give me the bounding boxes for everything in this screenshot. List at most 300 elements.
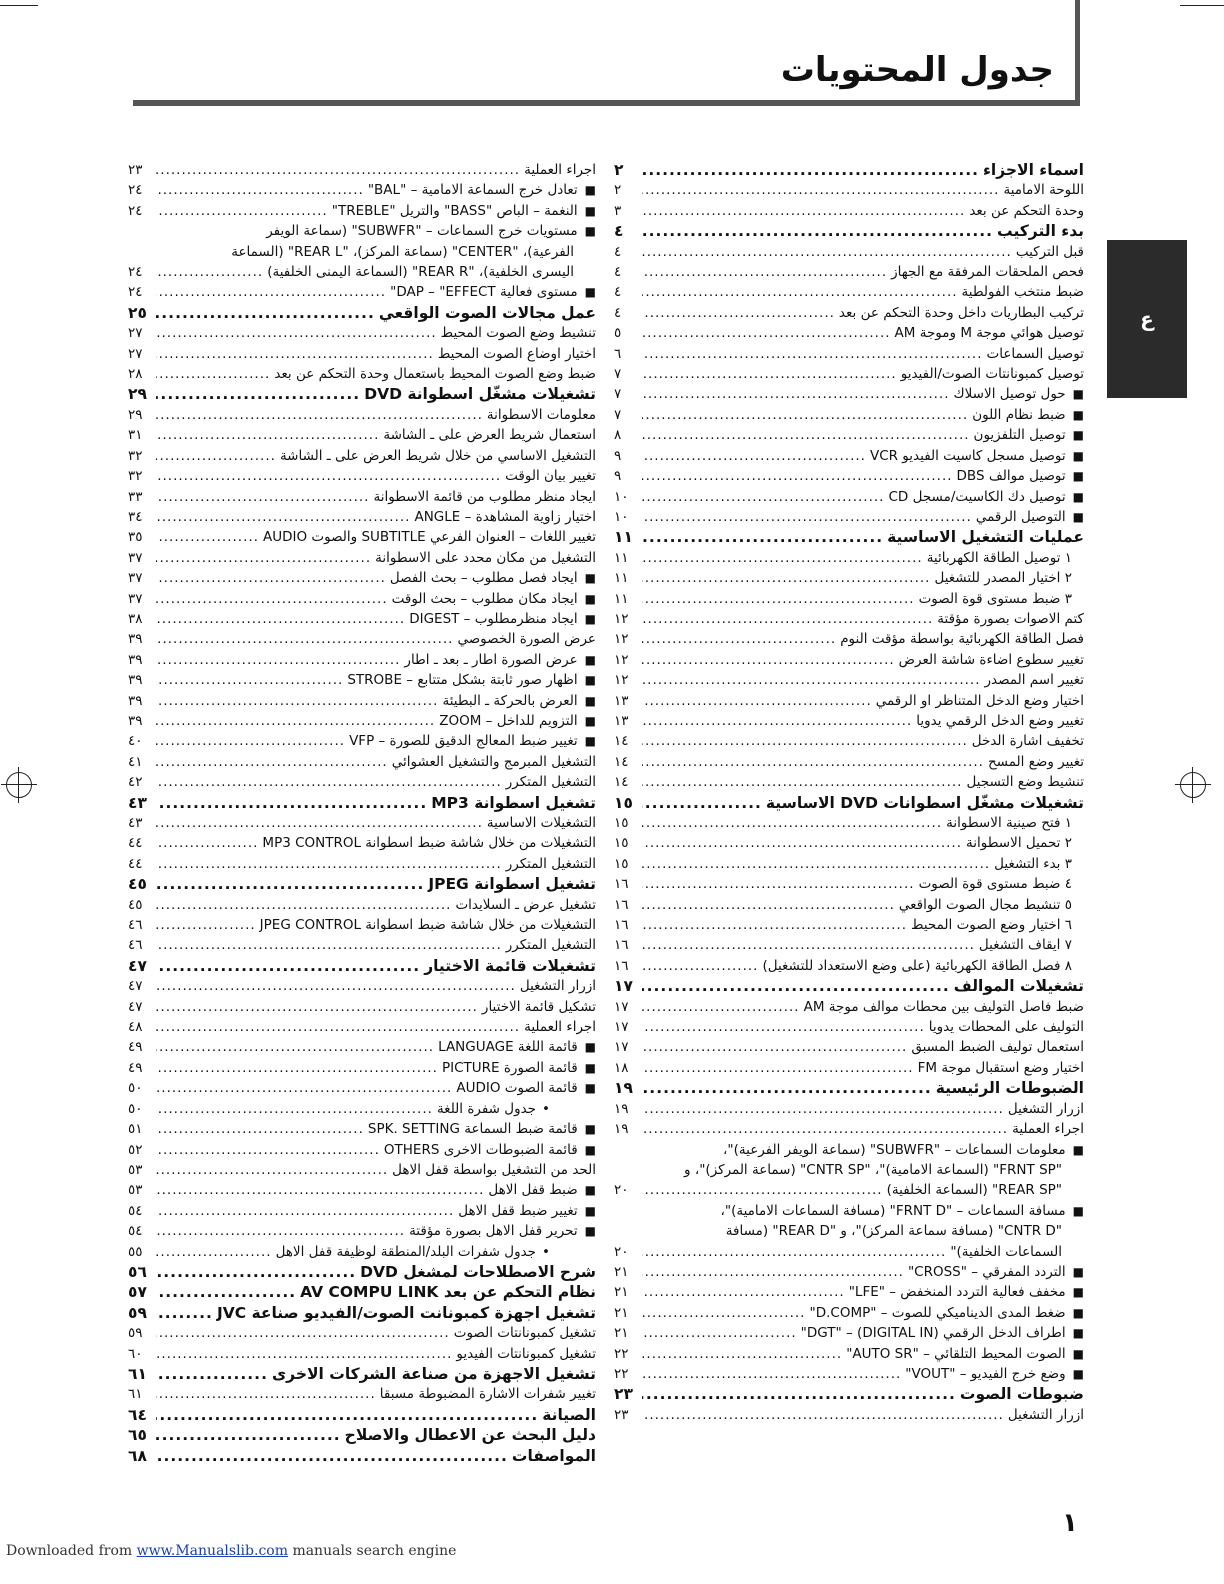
toc-entry-page: ١١ [614, 549, 629, 566]
toc-entry-title: التشغيلات الاساسية [486, 815, 596, 831]
dot-leader [642, 1405, 1004, 1425]
toc-entry [128, 589, 596, 609]
toc-entry-title: تشغيلات مشغّل اسطوانة DVD [364, 385, 596, 404]
dot-leader [642, 1099, 1004, 1119]
toc-entry-page: ٥٤ [128, 1223, 143, 1240]
toc-entry-title: عرض الصورة الخصوصي [457, 631, 596, 648]
toc-entry [614, 323, 1084, 343]
toc-entry-title: ■ ضبط قفل الاهل [488, 1180, 596, 1200]
toc-entry-page: ١٦ [614, 917, 629, 934]
toc-entry-page: ١٧ [614, 977, 633, 996]
dot-leader [642, 997, 800, 1017]
toc-entry-title: "CNTR D" (مسافة سماعة المركز)"، و "REAR D" (مسافة [725, 1223, 1062, 1240]
toc-entry-title: وحدة التحكم عن بعد [969, 202, 1084, 219]
page-number: ١ [1062, 1508, 1078, 1538]
toc-entry-title: تشغيل اسطوانة JPEG [428, 875, 596, 894]
dot-leader [642, 956, 758, 976]
dot-leader [156, 670, 343, 690]
toc-entry-page: ٣٣ [128, 488, 143, 505]
dot-leader [156, 507, 410, 527]
toc-entry [128, 323, 596, 343]
toc-left-column [128, 160, 596, 1466]
toc-entry-title: ■ حول توصيل الاسلاك [954, 384, 1085, 404]
toc-entry [128, 854, 596, 874]
toc-entry-title: ■ قائمة الصوت AUDIO [456, 1078, 596, 1098]
toc-entry-title: ■ قائمة ضبط السماعة SPK. SETTING [368, 1119, 596, 1139]
toc-entry-title: ■ مستويات خرج السماعات – "SUBWFR" (سماعة الويفر [266, 221, 596, 241]
toc-entry-title: ■ تعادل خرج السماعة الامامية – "BAL" [368, 180, 596, 200]
toc-entry-page: ٥١ [128, 1121, 143, 1138]
dot-leader [642, 874, 915, 894]
toc-entry-title: شرح الاصطلاحات لمشغل DVD [360, 1262, 596, 1281]
toc-entry-title: فصل الطاقة الكهربائية بواسطة مؤقت النوم [840, 631, 1084, 648]
dot-leader [156, 609, 405, 629]
toc-entry-page: ٢٧ [128, 325, 143, 342]
dot-leader [156, 1384, 376, 1404]
toc-entry-page: ٢٣ [128, 162, 143, 178]
toc-entry [128, 935, 596, 955]
toc-entry-title: ■ ايجاد مكان مطلوب – بحث الوقت [392, 589, 596, 609]
toc-section-heading [128, 1425, 596, 1445]
toc-entry-page: ٢٥ [128, 303, 147, 322]
crop-mark [1180, 5, 1224, 6]
dot-leader [642, 201, 965, 221]
toc-entry-title: ٨ فصل الطاقة الكهربائية (على وضع الاستعداد للتشغيل) [762, 957, 1072, 974]
toc-entry-page: ٢٤ [128, 202, 143, 219]
toc-entry-title: ■ النغمة – الباص "BASS" والتريل "TREBLE" [332, 201, 596, 221]
toc-entry [128, 752, 596, 772]
dot-leader [156, 997, 478, 1017]
dot-leader [642, 364, 897, 384]
toc-entry-page: ٧ [614, 386, 622, 403]
toc-entry-page: ٣٢ [128, 447, 143, 464]
toc-entry-title: تشغيلات الموالف [953, 977, 1084, 996]
toc-entry-title: ■ تغيير ضبط قفل الاهل [458, 1201, 596, 1221]
toc-section-heading [128, 1282, 596, 1302]
toc-entry-page: ٤٥ [128, 875, 147, 894]
toc-entry-title: اختيار وضع استقبال موجة FM [917, 1059, 1084, 1076]
toc-entry [128, 711, 596, 731]
dot-leader [642, 629, 836, 649]
dot-leader [156, 1140, 380, 1160]
toc-entry-page: ٣٩ [128, 712, 143, 729]
toc-entry [128, 1017, 596, 1037]
dot-leader [156, 915, 256, 935]
toc-entry [128, 609, 596, 629]
toc-entry [614, 1099, 1084, 1119]
toc-entry-page: ٤ [614, 243, 622, 260]
toc-entry [128, 201, 596, 221]
toc-entry-title: التشغيل من مكان محدد على الاسطوانة [375, 549, 596, 566]
toc-entry-title: الصيانة [542, 1405, 596, 1424]
dot-leader [156, 813, 483, 833]
dot-leader [642, 711, 912, 731]
dot-leader [156, 1282, 296, 1302]
toc-entry-page: ٨ [614, 427, 622, 444]
toc-entry-title: ٤ ضبط مستوى قوة الصوت [918, 876, 1072, 893]
toc-entry [614, 1140, 1084, 1160]
dot-leader [156, 1037, 434, 1057]
toc-entry-page: ٢٣ [614, 1385, 633, 1404]
dot-leader [156, 323, 437, 343]
toc-entry-title: ■ مخفف فعالية التردد المنخفض – "LFE" [849, 1282, 1084, 1302]
toc-entry-title: ١ فتح صينية الاسطوانة [946, 815, 1072, 831]
toc-section-heading [614, 160, 1084, 180]
dot-leader [642, 813, 942, 833]
dot-leader [642, 915, 907, 935]
toc-entry-page: ١٤ [614, 774, 629, 791]
dot-leader [156, 466, 501, 486]
toc-entry-page: ٣٨ [128, 610, 143, 627]
toc-entry-title: التشغيلات من خلال شاشة ضبط اسطوانة JPEG CONTROL [259, 917, 596, 934]
dot-leader [642, 405, 968, 425]
toc-entry [128, 629, 596, 649]
toc-entry [614, 1037, 1084, 1057]
toc-entry-page: ٣٥ [128, 529, 143, 546]
toc-entry [614, 650, 1084, 670]
toc-entry [614, 1405, 1084, 1425]
toc-entry-title: ضبط فاصل التوليف بين محطات موالف موجة AM [803, 998, 1084, 1015]
dot-leader [156, 384, 360, 404]
toc-entry [614, 507, 1084, 527]
toc-entry-page: ١٠ [614, 488, 629, 505]
toc-entry-title: فحص الملحقات المرفقة مع الجهاز [891, 264, 1084, 281]
toc-entry-title: ■ ايجاد فصل مطلوب – بحث الفصل [390, 568, 596, 588]
toc-entry [614, 956, 1084, 976]
dot-leader [156, 160, 520, 180]
toc-entry-title: اسماء الاجزاء [983, 161, 1084, 179]
toc-entry-page: ٢٩ [128, 406, 143, 423]
dot-leader [156, 180, 364, 200]
title-side-rule [1075, 0, 1080, 106]
toc-entry-title: نظام التحكم عن بعد AV COMPU LINK [300, 1283, 596, 1302]
toc-entry [614, 1160, 1084, 1180]
toc-entry-title: ■ التردد المفرقي – "CROSS" [908, 1262, 1084, 1282]
toc-entry-title: ■ ايجاد منظرمطلوب – DIGEST [409, 609, 596, 629]
dot-leader [156, 527, 259, 547]
dot-leader [156, 201, 328, 221]
toc-entry [128, 1119, 596, 1139]
toc-section-heading [128, 874, 596, 894]
toc-entry-title: ازرار التشغيل [519, 978, 596, 995]
dot-leader [156, 1119, 364, 1139]
toc-entry [128, 425, 596, 445]
toc-entry-page: ٢٢ [614, 1345, 629, 1362]
toc-entry [614, 446, 1084, 466]
dot-leader [156, 711, 435, 731]
toc-entry [614, 262, 1084, 282]
dot-leader [642, 466, 953, 486]
toc-entry-title: كتم الاصوات بصورة مؤقتة [937, 610, 1084, 627]
registration-mark-icon [1180, 772, 1206, 798]
dot-leader [642, 344, 983, 364]
toc-entry-page: ٦١ [128, 1364, 147, 1383]
toc-entry [128, 1242, 596, 1262]
toc-entry-page: ٢٤ [128, 182, 143, 199]
toc-entry [128, 1160, 596, 1180]
toc-entry-title: ■ قائمة الصورة PICTURE [442, 1058, 596, 1078]
toc-entry-title: اللوحة الامامية [1003, 182, 1084, 199]
dot-leader [156, 956, 420, 976]
dot-leader [156, 1160, 388, 1180]
dot-leader [156, 344, 434, 364]
toc-entry-title: تغيير سطوع اضاءة شاشة العرض [898, 651, 1084, 668]
toc-entry-page: ١٢ [614, 631, 629, 648]
toc-entry-title: تشغيل الاجهزة من صناعة الشركات الاخرى [271, 1364, 596, 1383]
toc-entry-page: ٤٧ [128, 956, 147, 975]
dot-leader [156, 895, 451, 915]
toc-entry-page: ١٦ [614, 896, 629, 913]
dot-leader [642, 282, 958, 302]
toc-entry-page: ٢١ [614, 1263, 629, 1280]
toc-entry-page: ٦٤ [128, 1405, 147, 1424]
toc-entry [614, 201, 1084, 221]
toc-entry [614, 487, 1084, 507]
toc-entry-title: ■ توصيل دك الكاسيت/مسجل CD [888, 487, 1084, 507]
toc-entry [614, 548, 1084, 568]
toc-section-heading [614, 793, 1084, 813]
toc-entry-page: ١٣ [614, 692, 629, 709]
toc-entry-title: ■ الصوت المحيط التلقائي – "AUTO SR" [846, 1344, 1084, 1364]
dot-leader [642, 833, 962, 853]
toc-entry [128, 895, 596, 915]
dot-leader [642, 1344, 842, 1364]
dot-leader [642, 793, 762, 813]
toc-entry [128, 446, 596, 466]
toc-entry-page: ١٦ [614, 957, 629, 974]
toc-entry-title: ■ توصيل التلفزيون [974, 425, 1084, 445]
toc-entry-title: اجراء العملية [524, 162, 596, 178]
toc-entry-title: تنشيط وضع التسجيل [966, 774, 1084, 791]
toc-entry-page: ٣٧ [128, 570, 143, 587]
toc-entry [128, 1323, 596, 1343]
toc-entry-title: "REAR SP" (السماعة الخلفية) [886, 1182, 1062, 1199]
dot-leader [642, 160, 979, 180]
toc-entry-title: تغيير بيان الوقت [505, 468, 596, 485]
toc-entry [128, 1384, 596, 1404]
dot-leader [642, 1037, 907, 1057]
dot-leader [156, 1405, 538, 1425]
toc-entry [128, 976, 596, 996]
toc-entry-page: ٣ [614, 202, 622, 219]
toc-entry [128, 221, 596, 241]
toc-entry-page: ١٥ [614, 855, 629, 872]
toc-section-heading [614, 527, 1084, 547]
toc-entry-page: ٢٣ [614, 1406, 629, 1423]
dot-leader [642, 303, 835, 323]
toc-entry-title: اختيار زاوية المشاهدة – ANGLE [414, 508, 596, 525]
toc-entry-title: ايجاد منظر مطلوب من قائمة الاسطوانة [373, 488, 596, 505]
dot-leader [642, 1323, 797, 1343]
toc-entry-title: اجراء العملية [524, 1019, 596, 1036]
toc-entry-title: ■ تغيير ضبط المعالج الدقيق للصورة – VFP [349, 731, 596, 751]
toc-entry-page: ٣٩ [128, 692, 143, 709]
toc-entry-page: ٣٧ [128, 549, 143, 566]
toc-entry [128, 282, 596, 302]
dot-leader [156, 364, 270, 384]
toc-entry [614, 895, 1084, 915]
toc-entry-title: ٣ ضبط مستوى قوة الصوت [918, 590, 1072, 607]
toc-entry-page: ١٧ [614, 1039, 629, 1056]
toc-entry-page: ٥٣ [128, 1161, 143, 1178]
toc-section-heading [128, 1446, 596, 1466]
dot-leader [642, 1180, 883, 1200]
toc-entry-title: عمل مجالات الصوت الواقعي [378, 303, 596, 322]
dot-leader [156, 854, 502, 874]
footer-prefix: Downloaded from [6, 1543, 133, 1559]
toc-entry-page: ٤٢ [128, 774, 143, 791]
toc-entry-title: التشغيل الاساسي من خلال شريط العرض على ـ الشاشة [279, 447, 596, 464]
toc-entry [614, 344, 1084, 364]
toc-entry-page: ٣٧ [128, 590, 143, 607]
dot-leader [156, 833, 258, 853]
dot-leader [156, 1221, 405, 1241]
toc-entry-page: ٦٠ [128, 1345, 143, 1362]
toc-entry [614, 1344, 1084, 1364]
toc-entry-page: ٤٩ [128, 1039, 143, 1056]
toc-entry-page: ٥٧ [128, 1283, 147, 1302]
toc-entry-title: ضبوطات الصوت [959, 1385, 1084, 1404]
toc-entry-title: ■ قائمة الضبوطات الاخرى OTHERS [384, 1140, 596, 1160]
toc-entry [128, 1344, 596, 1364]
toc-entry-title: ■ مسافة السماعات – "FRNT D" (مسافة السماعات الامامية)"، [721, 1201, 1084, 1221]
dot-leader [642, 854, 990, 874]
toc-entry-title: ازرار التشغيل [1007, 1100, 1084, 1117]
toc-entry-page: ١٧ [614, 1019, 629, 1036]
registration-mark-icon [6, 772, 32, 798]
dot-leader [642, 1119, 1008, 1139]
dot-leader [642, 221, 993, 241]
toc-entry-title: تركيب البطاريات داخل وحدة التحكم عن بعد [838, 304, 1084, 321]
dot-leader [642, 895, 895, 915]
toc-entry-page: ٥٥ [128, 1243, 143, 1260]
footer-link[interactable]: www.Manualslib.com [136, 1543, 288, 1559]
toc-entry-title: اختيار اوضاع الصوت المحيط [437, 345, 596, 362]
toc-entry [614, 425, 1084, 445]
toc-entry-title: ■ توصيل مسجل كاسيت الفيديو VCR [870, 446, 1084, 466]
toc-entry-page: ٤٣ [128, 793, 147, 812]
dot-leader [642, 1017, 925, 1037]
dot-leader [156, 1099, 433, 1119]
crop-mark [0, 5, 38, 6]
toc-entry-title: توصيل السماعات [986, 345, 1084, 362]
toc-entry-page: ١١ [614, 570, 629, 587]
toc-entry-page: ١٥ [614, 793, 633, 812]
toc-entry-page: ٢٠ [614, 1243, 629, 1260]
toc-entry [128, 568, 596, 588]
toc-entry-title: الضبوطات الرئيسية [935, 1079, 1084, 1098]
toc-entry-page: ١٠ [614, 508, 629, 525]
toc-entry-page: ٢١ [614, 1304, 629, 1321]
dot-leader [156, 487, 369, 507]
toc-entry [128, 1201, 596, 1221]
toc-entry-page: ١٢ [614, 672, 629, 689]
dot-leader [642, 731, 968, 751]
toc-entry [614, 711, 1084, 731]
toc-entry-title: تشغيلات قائمة الاختيار [424, 956, 596, 975]
page-title: جدول المحتويات [780, 50, 1054, 90]
toc-entry-title: عمليات التشغيل الاساسية [887, 528, 1084, 547]
toc-entry [614, 364, 1084, 384]
toc-entry-title: ■ العرض بالحركة ـ البطيئة [442, 691, 596, 711]
toc-entry-title: ٢ اختيار المصدر للتشغيل [934, 570, 1072, 587]
toc-entry-title: اليسرى الخلفية)، "REAR R" (السماعة اليمنى الخلفية) [267, 264, 574, 281]
dot-leader [156, 1078, 452, 1098]
toc-entry-title: معلومات الاسطوانة [486, 406, 596, 423]
toc-entry [614, 1282, 1084, 1302]
toc-section-heading [128, 956, 596, 976]
toc-entry-page: ٤٤ [128, 855, 143, 872]
toc-section-heading [614, 221, 1084, 241]
toc-entry-page: ٥٤ [128, 1202, 143, 1219]
toc-entry [128, 691, 596, 711]
toc-entry-title: التشغيل المتكرر [505, 937, 596, 954]
title-underline [133, 100, 1080, 106]
dot-leader [642, 1384, 956, 1404]
toc-entry [128, 1058, 596, 1078]
toc-entry-page: ٣٩ [128, 651, 143, 668]
dot-leader [642, 935, 975, 955]
toc-entry-title: تشغيل كمبونانتات الصوت [453, 1325, 596, 1342]
toc-entry-title: تشغيل اسطوانة MP3 [431, 793, 596, 812]
toc-entry-title: ■ التوصيل الرقمي [976, 507, 1084, 527]
toc-entry-page: ٥ [614, 325, 622, 342]
dot-leader [642, 262, 887, 282]
toc-entry-title: دليل البحث عن الاعطال والاصلاح [344, 1426, 596, 1445]
dot-leader [156, 1425, 341, 1445]
toc-entry-title: تشغيلات مشغّل اسطوانات DVD الاساسية [765, 793, 1084, 812]
dot-leader [642, 548, 923, 568]
dot-leader [156, 589, 388, 609]
toc-entry-title: ■ ضغط المدى الديناميكي للصوت – "D.COMP" [809, 1303, 1084, 1323]
toc-entry [128, 507, 596, 527]
toc-entry-page: ٢٢ [614, 1365, 629, 1382]
toc-entry [614, 731, 1084, 751]
toc-entry [614, 1119, 1084, 1139]
dot-leader [156, 1344, 452, 1364]
toc-entry [614, 1303, 1084, 1323]
toc-entry-title: التشغيلات من خلال شاشة ضبط اسطوانة MP3 CONTROL [262, 835, 596, 852]
toc-entry-page: ٧ [614, 406, 622, 423]
toc-entry-page: ٢ [614, 182, 622, 199]
toc-entry-page: ٤٨ [128, 1019, 143, 1036]
toc-entry [128, 772, 596, 792]
toc-entry-title: ضبط وضع الصوت المحيط باستعمال وحدة التحكم عن بعد [274, 366, 596, 383]
toc-entry-page: ٢٨ [128, 366, 143, 383]
toc-entry [614, 813, 1084, 833]
dot-leader [156, 772, 502, 792]
toc-section-heading [614, 1384, 1084, 1404]
toc-section-heading [128, 384, 596, 404]
toc-entry [128, 405, 596, 425]
toc-entry [614, 629, 1084, 649]
toc-entry [128, 1140, 596, 1160]
dot-leader [156, 303, 375, 323]
toc-entry [614, 752, 1084, 772]
dot-leader [156, 1180, 484, 1200]
dot-leader [156, 446, 276, 466]
toc-entry-title: التوليف على المحطات يدويا [928, 1019, 1084, 1036]
toc-entry-title: ٧ ايقاف التشغيل [978, 937, 1072, 954]
dot-leader [642, 446, 866, 466]
dot-leader [642, 670, 981, 690]
toc-entry-title: ٢ تحميل الاسطوانة [966, 835, 1072, 852]
toc-entry [614, 915, 1084, 935]
toc-entry-title: ■ معلومات السماعات – "SUBWFR" (سماعة الويفر الفرعية)"، [723, 1140, 1084, 1160]
toc-entry-page: ١٢ [614, 610, 629, 627]
toc-section-heading [128, 1405, 596, 1425]
toc-entry-page: ٣١ [128, 427, 143, 444]
